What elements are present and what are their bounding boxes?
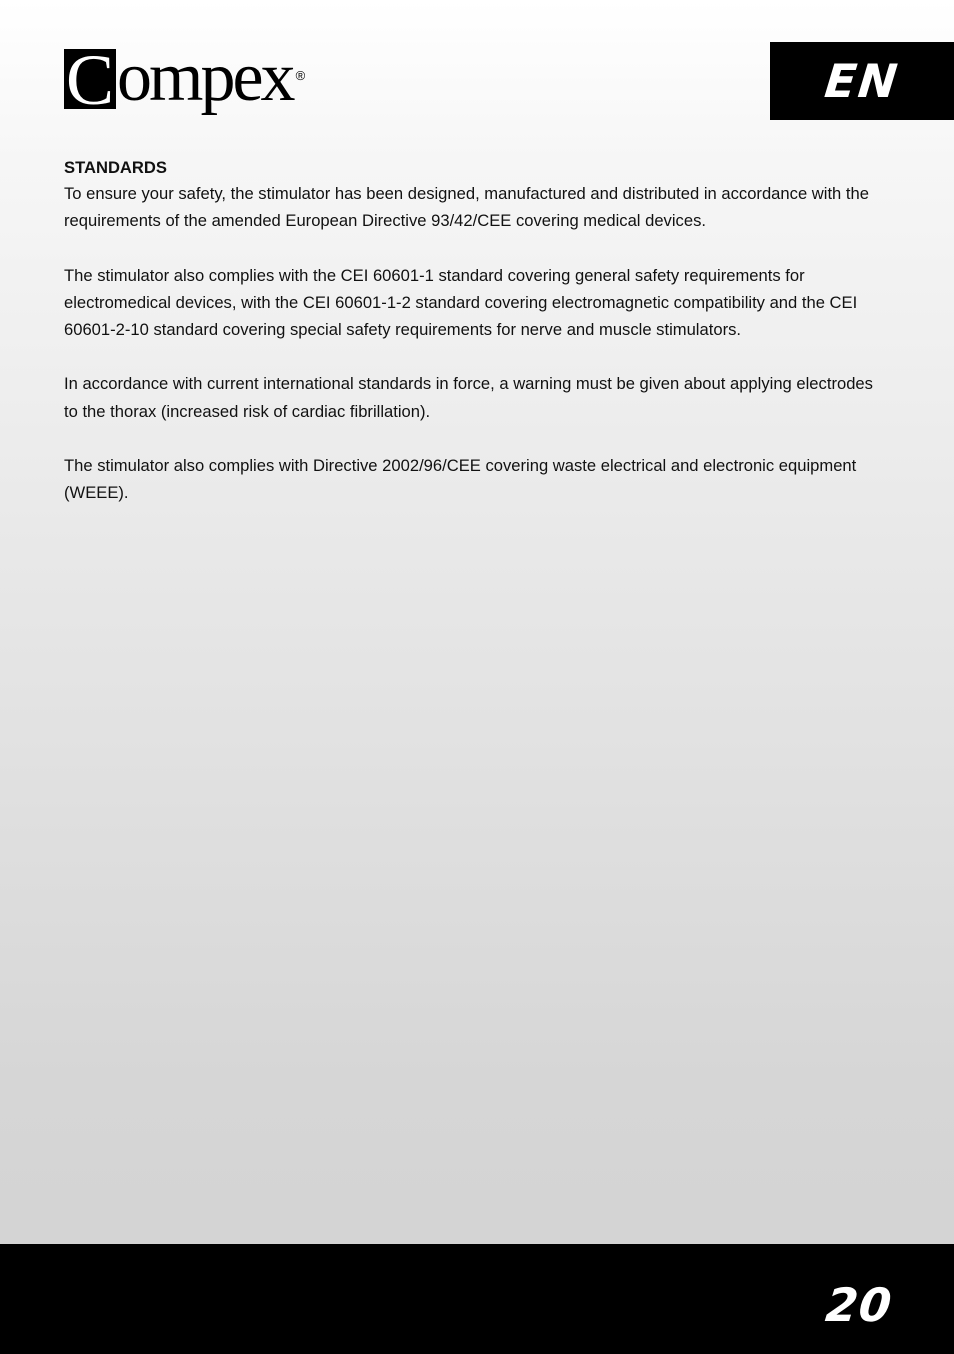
registered-mark: ®: [295, 68, 306, 83]
language-tab: [770, 42, 954, 120]
page-number: 20: [823, 1278, 895, 1332]
logo-initial: C: [64, 49, 116, 109]
compex-logo: [64, 39, 306, 124]
section-heading: STANDARDS: [64, 158, 167, 177]
footer-bar: [0, 1244, 954, 1354]
logo-wordmark: ompex: [117, 39, 293, 116]
paragraph-thorax-warning: In accordance with current international standards in force, a warning must be given about applying electrodes to the thorax (increased risk of cardiac fibrillation).: [64, 374, 873, 421]
language-tab-label: EN: [822, 54, 902, 108]
standards-section: [64, 156, 890, 534]
paragraph-directive: To ensure your safety, the stimulator has been designed, manufactured and distributed in accordance with the requirements of the amended European Directive 93/42/CEE covering medical devices.: [64, 184, 869, 231]
paragraph-weee: The stimulator also complies with Directive 2002/96/CEE covering waste electrical and electronic equipment (WEEE).: [64, 455, 857, 503]
paragraph-cei-standards: The stimulator also complies with the CEI 60601-1 standard covering general safety requirements for electromedical devices, with the CEI 60601-1-2 standard covering electromagnetic compatibility and the CEI 60601-2-10 standard covering special safety requirements for nerve and muscle stimulators.: [64, 265, 858, 339]
